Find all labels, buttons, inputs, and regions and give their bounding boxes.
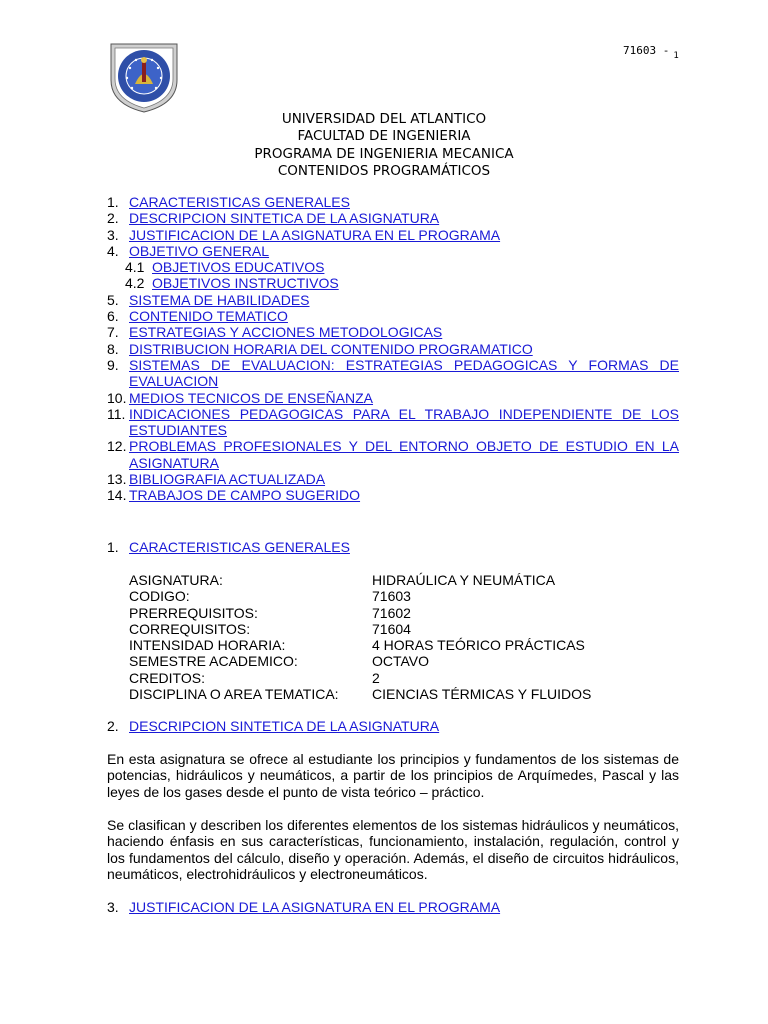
toc-link[interactable]: INDICACIONES PEDAGOGICAS PARA EL TRABAJO INDEPENDIENTE DE LOS ESTUDIANTES bbox=[129, 405, 679, 439]
toc-link[interactable]: OBJETIVO GENERAL bbox=[129, 242, 270, 259]
property-row: PRERREQUISITOS: 71602 bbox=[129, 604, 411, 621]
section-2-heading: 2. DESCRIPCION SINTETICA DE LA ASIGNATURA bbox=[107, 718, 440, 734]
toc-subitem: 4.2 OBJETIVOS INSTRUCTIVOS bbox=[125, 275, 339, 292]
header-program: PROGRAMA DE INGENIERIA MECANICA bbox=[254, 146, 514, 162]
description-paragraph-2: Se clasifican y describen los diferentes elementos de los sistemas hidráulicos y neumáticos, haciendo énfasis en sus características, funcionamiento, instalación, regulación, control y los fundamentos del cálculo, diseño y operación. Además, el diseño de circuitos hidráulicos, neumáticos, electrohidráulicos y electroneumáticos. bbox=[107, 817, 679, 882]
page-number: 71603 - $_1$ bbox=[623, 44, 679, 61]
toc-link[interactable]: SISTEMA DE HABILIDADES bbox=[129, 291, 310, 308]
toc-item: 7. ESTRATEGIAS Y ACCIONES METODOLOGICAS bbox=[107, 324, 443, 341]
toc-item: 5. SISTEMA DE HABILIDADES bbox=[107, 291, 310, 308]
toc-link[interactable]: CARACTERISTICAS GENERALES bbox=[129, 194, 350, 210]
toc-item: 10. MEDIOS TECNICOS DE ENSEÑANZA bbox=[107, 389, 374, 406]
toc-item: 11. INDICACIONES PEDAGOGICAS PARA EL TRABAJO INDEPENDIENTE DE LOS ESTUDIANTES bbox=[107, 405, 679, 439]
toc-link[interactable]: TRABAJOS DE CAMPO SUGERIDO bbox=[129, 487, 361, 504]
toc-item: 2. DESCRIPCION SINTETICA DE LA ASIGNATURA bbox=[107, 210, 440, 227]
toc-link[interactable]: ESTRATEGIAS Y ACCIONES METODOLOGICAS bbox=[129, 324, 443, 341]
section-1-link[interactable]: CARACTERISTICAS GENERALES bbox=[129, 539, 350, 555]
property-row: INTENSIDAD HORARIA: 4 HORAS TEÓRICO PRÁCTICAS bbox=[129, 637, 585, 654]
university-seal-logo bbox=[105, 38, 183, 114]
description-paragraph-1: En esta asignatura se ofrece al estudiante los principios y fundamentos de los sistemas de potencias, hidráulicos y neumáticos, a partir de los principios de Arquímedes, Pascal y las leyes de los gases desde el punto de vista teórico – práctico. bbox=[107, 751, 679, 800]
property-row: ASIGNATURA: HIDRAÚLICA Y NEUMÁTICA bbox=[129, 572, 556, 588]
toc-item: 3. JUSTIFICACION DE LA ASIGNATURA EN EL PROGRAMA bbox=[107, 226, 501, 243]
toc-link[interactable]: DESCRIPCION SINTETICA DE LA ASIGNATURA bbox=[129, 210, 440, 227]
header-university: UNIVERSIDAD DEL ATLANTICO bbox=[281, 111, 487, 127]
section-2-link[interactable]: DESCRIPCION SINTETICA DE LA ASIGNATURA bbox=[129, 718, 440, 734]
toc-item: 1. CARACTERISTICAS GENERALES bbox=[107, 194, 350, 210]
toc-link[interactable]: BIBLIOGRAFIA ACTUALIZADA bbox=[129, 471, 326, 488]
property-row: CODIGO: 71603 bbox=[129, 588, 411, 605]
toc-link[interactable]: OBJETIVOS INSTRUCTIVOS bbox=[152, 275, 339, 292]
toc-item: 4. OBJETIVO GENERAL bbox=[107, 242, 270, 259]
section-3-link[interactable]: JUSTIFICACION DE LA ASIGNATURA EN EL PROGRAMA bbox=[129, 899, 501, 915]
toc-link[interactable]: CONTENIDO TEMATICO bbox=[129, 308, 288, 325]
section-3-heading: 3. JUSTIFICACION DE LA ASIGNATURA EN EL PROGRAMA bbox=[107, 899, 501, 915]
toc-link[interactable]: JUSTIFICACION DE LA ASIGNATURA EN EL PROGRAMA bbox=[129, 226, 501, 243]
section-1-heading: 1. CARACTERISTICAS GENERALES bbox=[107, 539, 350, 555]
header-subtitle: CONTENIDOS PROGRAMÁTICOS bbox=[277, 163, 491, 179]
toc-link[interactable]: OBJETIVOS EDUCATIVOS bbox=[152, 259, 325, 276]
course-properties bbox=[129, 572, 591, 702]
toc-link[interactable]: DISTRIBUCION HORARIA DEL CONTENIDO PROGRAMATICO bbox=[129, 340, 533, 357]
toc-subitem: 4.1 OBJETIVOS EDUCATIVOS bbox=[125, 259, 325, 276]
property-row: DISCIPLINA O AREA TEMATICA: CIENCIAS TÉRMICAS Y FLUIDOS bbox=[129, 686, 592, 703]
toc-item: 6. CONTENIDO TEMATICO bbox=[107, 308, 288, 325]
toc-item: 8. DISTRIBUCION HORARIA DEL CONTENIDO PROGRAMATICO bbox=[107, 340, 533, 357]
toc-link[interactable]: PROBLEMAS PROFESIONALES Y DEL ENTORNO OBJETO DE ESTUDIO EN LA ASIGNATURA bbox=[129, 438, 679, 471]
toc-item: 13. BIBLIOGRAFIA ACTUALIZADA bbox=[107, 471, 326, 488]
property-row: CREDITOS: 2 bbox=[129, 669, 380, 686]
table-of-contents bbox=[107, 194, 679, 504]
property-row: CORREQUISITOS: 71604 bbox=[129, 620, 411, 637]
property-row: SEMESTRE ACADEMICO: OCTAVO bbox=[129, 653, 430, 670]
toc-item: 14. TRABAJOS DE CAMPO SUGERIDO bbox=[107, 487, 361, 504]
toc-link[interactable]: MEDIOS TECNICOS DE ENSEÑANZA bbox=[129, 389, 374, 406]
header-faculty: FACULTAD DE INGENIERIA bbox=[297, 128, 471, 144]
toc-item: 9. SISTEMAS DE EVALUACION: ESTRATEGIAS PEDAGOGICAS Y FORMAS DE EVALUACION bbox=[107, 356, 679, 390]
toc-link[interactable]: SISTEMAS DE EVALUACION: ESTRATEGIAS PEDAGOGICAS Y FORMAS DE EVALUACION bbox=[129, 356, 679, 390]
toc-item: 12. PROBLEMAS PROFESIONALES Y DEL ENTORNO OBJETO DE ESTUDIO EN LA ASIGNATURA bbox=[107, 438, 679, 471]
